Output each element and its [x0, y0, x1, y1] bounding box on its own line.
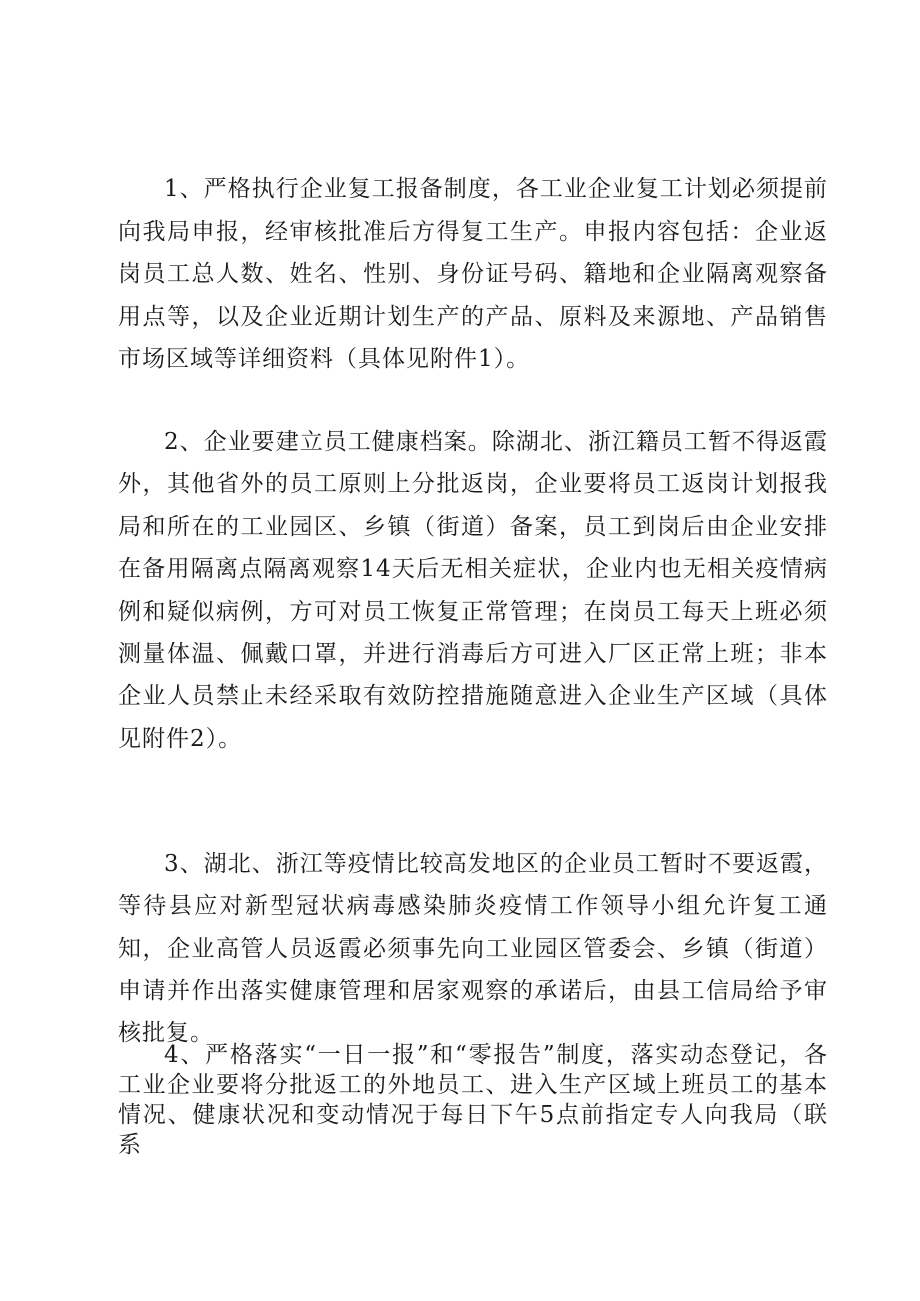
paragraph-4: 4、严格落实“一日一报”和“零报告”制度，落实动态登记，各工业企业要将分批返工的外地员工、进入生产区域上班员工的基本情况、健康状况和变动情况于每日下午5点前指定专人向我局（联系: [118, 1042, 828, 1158]
paragraph-2: 2、企业要建立员工健康档案。除湖北、浙江籍员工暂不得返霞外，其他省外的员工原则上分批返岗，企业要将员工返岗计划报我局和所在的工业园区、乡镇（街道）备案，员工到岗后由企业安排在备用隔离点隔离观察14天后无相关症状，企业内也无相关疫情病例和疑似病例，方可对员工恢复正常管理；在岗员工每天上班必须测量体温、佩戴口罩，并进行消毒后方可进入厂区正常上班；非本企业人员禁止未经采取有效防控措施随意进入企业生产区域（具体见附件2）。: [118, 429, 828, 752]
paragraph-1: 1、严格执行企业复工报备制度，各工业企业复工计划必须提前向我局申报，经审核批准后方得复工生产。申报内容包括：企业返岗员工总人数、姓名、性别、身份证号码、籍地和企业隔离观察备用点等，以及企业近期计划生产的产品、原料及来源地、产品销售市场区域等详细资料（具体见附件1）。: [118, 176, 828, 372]
paragraph-3: 3、湖北、浙江等疫情比较高发地区的企业员工暂时不要返霞，等待县应对新型冠状病毒感染肺炎疫情工作领导小组允许复工通知，企业高管人员返霞必须事先向工业园区管委会、乡镇（街道）申请并作出落实健康管理和居家观察的承诺后，由县工信局给予审核批复。: [118, 851, 828, 1047]
